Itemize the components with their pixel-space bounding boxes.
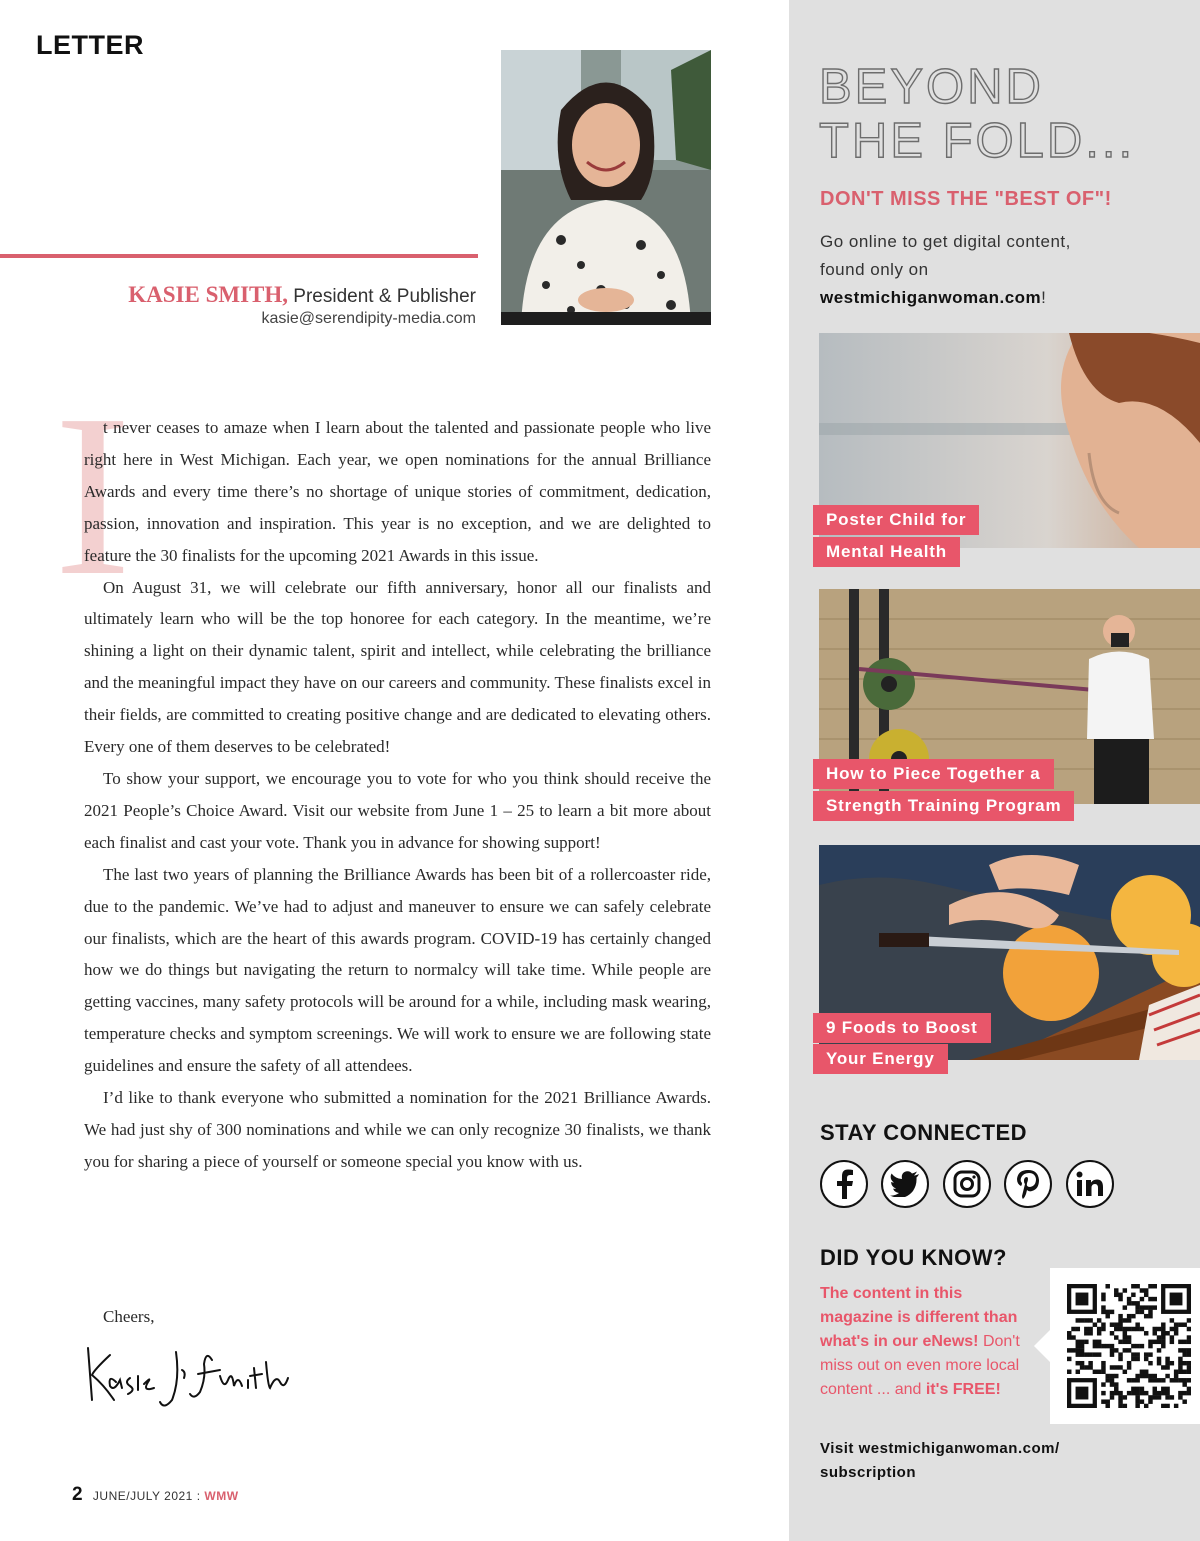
online-text: [820, 228, 1100, 312]
facebook-icon[interactable]: [820, 1160, 868, 1208]
letter-paragraph: I’d like to thank everyone who submitted a nomination for the 2021 Brilliance Awards. We had just shy of 300 nominations and while we can only recognize 30 finalists, we thank you for sharing a piece of yourself or someone special you know with us.: [84, 1088, 711, 1171]
page-footer: [72, 1484, 239, 1506]
story-tag-line2[interactable]: Mental Health: [813, 537, 960, 567]
pinterest-icon[interactable]: [1004, 1160, 1052, 1208]
website-link[interactable]: westmichiganwoman.com: [820, 288, 1042, 307]
subscription-link[interactable]: Visit westmichiganwoman.com/ subscription: [820, 1440, 1060, 1481]
closing: Cheers,: [103, 1307, 155, 1326]
letter-paragraph: On August 31, we will celebrate our fifth anniversary, honor all our finalists and ultimately learn who will be the top honoree for each category. In the meantime, we’re shining a light on their dynamic talent, spirit and intellect, while celebrating the brilliance and the meaningful impact they have on our careers and community. These finalists excel in their fields, are committed to creating positive change and are dedicated to elevating others. Every one of them deserves to be celebrated!: [84, 577, 711, 757]
publisher-name: KASIE SMITH,: [128, 282, 288, 307]
publication-name: WMW: [204, 1489, 239, 1503]
sidebar-title: [819, 60, 1135, 168]
linkedin-icon[interactable]: [1066, 1160, 1114, 1208]
know-highlight: The content in this magazine is different than what's in our eNews!: [820, 1285, 1018, 1350]
letter-body: [84, 412, 711, 1178]
story-tag-line2[interactable]: Your Energy: [813, 1044, 948, 1074]
did-you-know-text: [820, 1282, 1020, 1402]
know-free: it's FREE!: [925, 1381, 1001, 1398]
story-tag-line1[interactable]: Poster Child for: [813, 505, 979, 535]
letter-paragraph: t never ceases to amaze when I learn about the talented and passionate people who live right here in West Michigan. Each year, we open nominations for the annual Brilliance Awards and every time there’s no shortage of unique stories of commitment, dedication, passion, innovation and inspiration. This year is no exception, and we are delighted to feature the 30 finalists for the upcoming 2021 Awards in this issue.: [84, 418, 711, 565]
online-text-suffix: !: [1041, 288, 1047, 307]
best-of-heading: DON'T MISS THE "BEST OF"!: [820, 188, 1112, 210]
know-body: Don't miss out on even more local content ... and: [820, 1333, 1020, 1398]
stay-connected-heading: STAY CONNECTED: [820, 1120, 1028, 1145]
publisher-role: President & Publisher: [288, 286, 476, 307]
issue-date: JUNE/JULY 2021 :: [92, 1489, 201, 1503]
letter-paragraph: To show your support, we encourage you to vote for who you think should receive the 2021 People’s Choice Award. Visit our website from June 1 – 25 to learn a bit more about each finalist and cast your vote. Thank you in advance for showing support!: [84, 768, 711, 852]
story-tag-line1[interactable]: How to Piece Together a: [813, 759, 1054, 789]
online-text-body: Go online to get digital content, found only on: [820, 232, 1071, 279]
sidebar: [789, 0, 1200, 1541]
drop-cap: I: [54, 367, 132, 624]
section-label: LETTER: [36, 30, 144, 60]
letter-paragraph: The last two years of planning the Brilliance Awards has been bit of a rollercoaster ride, due to the pandemic. We’ve had to adjust and maneuver to ensure we can safely celebrate our finalists, which are the heart of this awards program. COVID-19 has certainly changed how we do things but navigating the return to normalcy will take time. While people are getting vaccines, many safety protocols will be around for a while, including mask wearing, temperature checks and symptom screenings. We will work to ensure we are following state guidelines and ensure the safety of all attendees.: [84, 864, 711, 1076]
qr-callout-pointer: [1034, 1330, 1050, 1362]
story-tag-line1[interactable]: 9 Foods to Boost: [813, 1013, 991, 1043]
sidebar-title-line2: THE FOLD...: [819, 114, 1136, 168]
instagram-icon[interactable]: [943, 1160, 991, 1208]
qr-code-icon: [1067, 1284, 1191, 1408]
byline: [128, 282, 476, 328]
qr-code-panel[interactable]: [1050, 1268, 1200, 1424]
twitter-icon[interactable]: [881, 1160, 929, 1208]
story-tag-line2[interactable]: Strength Training Program: [813, 791, 1074, 821]
publisher-photo: [501, 50, 711, 325]
signature: [80, 1330, 290, 1410]
did-you-know-heading: DID YOU KNOW?: [820, 1245, 1007, 1270]
publisher-email[interactable]: kasie@serendipity-media.com: [261, 310, 476, 327]
sidebar-title-line1: BEYOND: [819, 60, 1044, 114]
page-number: 2: [72, 1484, 84, 1505]
divider-rule: [0, 254, 478, 258]
